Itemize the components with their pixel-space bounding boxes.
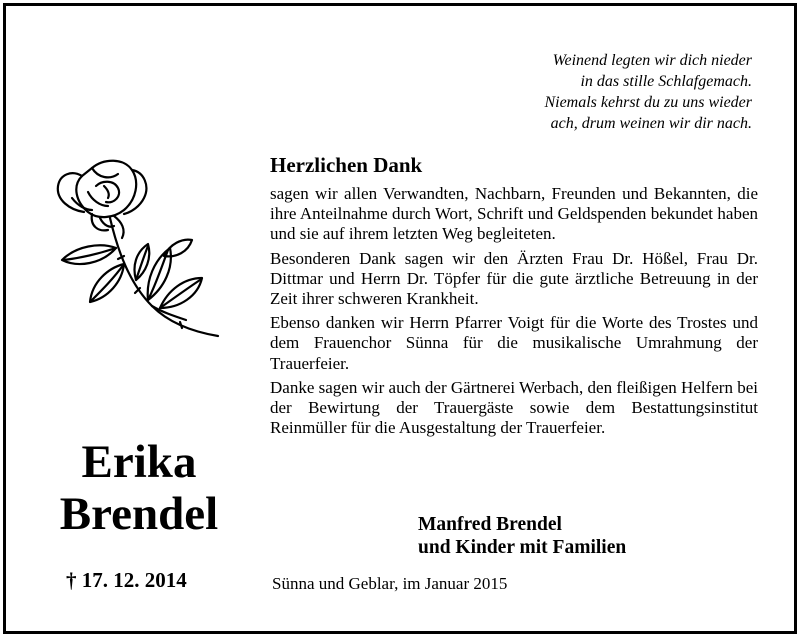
thanks-paragraph: Besonderen Dank sagen wir den Ärzten Frau Dr. Hößel, Frau Dr. Dittmar und Herrn Dr. Töpfer für die gute ärztliche Betreuung in der Zeit ihrer schweren Krankheit. [270,248,758,309]
thanks-paragraph: sagen wir allen Verwandten, Nachbarn, Freunden und Bekannten, die ihre Anteilnahme durch Wort, Schrift und Geldspenden bekundet haben und sie auf ihrem letzten Weg begleiteten. [270,184,758,244]
last-name: Brendel [59,488,219,540]
poem [392,50,752,134]
thanks-paragraph: Danke sagen wir auch der Gärtnerei Werbach, den fleißigen Helfern bei der Bewirtung der Trauergäste sowie dem Bestattungsinstitut Reinmüller für die Ausgestaltung der Trauerfeier. [270,377,758,438]
place-date: Sünna und Geblar, im Januar 2015 [272,574,508,593]
poem-line: in das stille Schlafgemach. [580,73,752,90]
poem-line: Weinend legten wir dich nieder [552,52,752,69]
signature-line: Manfred Brendel [418,514,562,535]
thanks-paragraph: Ebenso danken wir Herrn Pfarrer Voigt für die Worte des Trostes und dem Frauenchor Sünna für die musikalische Umrahmung der Trauerfeier. [270,313,758,373]
rose-icon [52,156,224,344]
thanks-heading: Herzlichen Dank [270,153,423,177]
deceased-name [34,436,244,540]
poem-line: Niemals kehrst du zu uns wieder [544,94,752,111]
first-name: Erika [81,436,197,488]
thanks-section [270,152,758,442]
signature [418,513,626,559]
poem-line: ach, drum weinen wir dir nach. [550,115,752,132]
death-date: † 17. 12. 2014 [66,568,187,592]
signature-line: und Kinder mit Familien [418,537,627,558]
obituary-card [3,3,797,634]
